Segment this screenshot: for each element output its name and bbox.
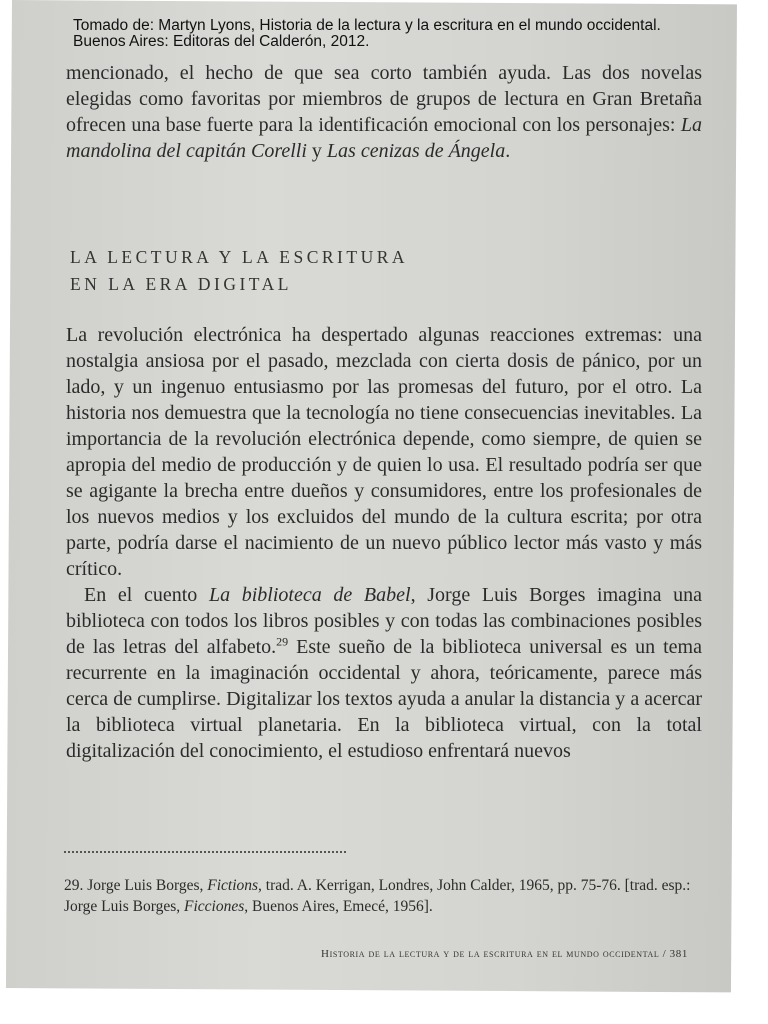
intro-paragraph [66, 60, 702, 164]
footnote-29 [64, 875, 694, 917]
running-footer: Historia de la lectura y de la escritura en el mundo occidental / 381 [321, 948, 688, 960]
source-note: Tomado de: Martyn Lyons, Historia de la lectura y la escritura en el mundo occidental. Buenos Aires: Editoras del Calderón, 2012. [73, 17, 661, 50]
footnote-title-fictions: Fictions [207, 877, 259, 894]
book-title-corelli: La mandolina del capitán Corelli [66, 114, 702, 162]
footnote-ref[interactable]: 29 [276, 634, 289, 649]
book-title-angela: Las cenizas de Ángela [326, 140, 506, 162]
intro-text: mencionado, el hecho de que sea corto también ayuda. Las dos novelas elegidas como favoritas por miembros de grupos de lectura en Gran Bretaña ofrecen una base fuerte para la identificación emocional con los personajes: [66, 62, 702, 136]
footnote-b: , trad. A. Kerrigan, Londres, John Calder, 1965, pp. 75-76. [trad. esp.: Jorge Luis Borges, [64, 877, 691, 915]
footnote-c: , Buenos Aires, Emecé, 1956]. [244, 898, 433, 915]
footnote-a: 29. Jorge Luis Borges, [64, 877, 208, 894]
footnote-divider [64, 851, 346, 853]
book-title-babel: La biblioteca de Babel [208, 584, 411, 606]
footnote-title-ficciones: Ficciones [183, 898, 245, 915]
para2-a: En el cuento [84, 584, 209, 606]
intro-join: y [306, 140, 327, 162]
para2-c: Este sueño de la biblioteca universal es un tema recurrente en la imaginación occidental y ahora, teóricamente, parece más cerca de cumplirse. Digitalizar los textos ayuda a anular la distancia y a acercar la biblioteca virtual planetaria. En la biblioteca virtual, con la total digitalización del conocimiento, el estudioso enfrentará nuevos [66, 636, 702, 762]
paragraph-1: La revolución electrónica ha despertado algunas reacciones extremas: una nostalgia ansiosa por el pasado, mezclada con cierta dosis de pánico, por un lado, y un ingenuo entusiasmo por las promesas del futuro, por el otro. La historia nos demuestra que la tecnología no tiene consecuencias inevitables. La importancia de la revolución electrónica depende, como siempre, de quien se apropia del medio de producción y de quien lo usa. El resultado podría ser que se agigante la brecha entre dueños y consumidores, entre los profesionales de los nuevos medios y los excluidos del mundo de la cultura escrita; por otra parte, podría darse el nacimiento de un nuevo público lector más vasto y más crítico. [66, 324, 702, 580]
para2-b: , Jorge Luis Borges imagina una biblioteca con todos los libros posibles y con todas las combinaciones posibles de las letras del alfabeto. [66, 584, 702, 658]
main-text [66, 322, 702, 764]
intro-end: . [505, 140, 511, 162]
heading-line-2: EN LA ERA DIGITAL [70, 274, 292, 294]
paragraph-2 [66, 582, 702, 764]
heading-line-1: LA LECTURA Y LA ESCRITURA [70, 247, 409, 267]
section-heading [70, 244, 408, 298]
